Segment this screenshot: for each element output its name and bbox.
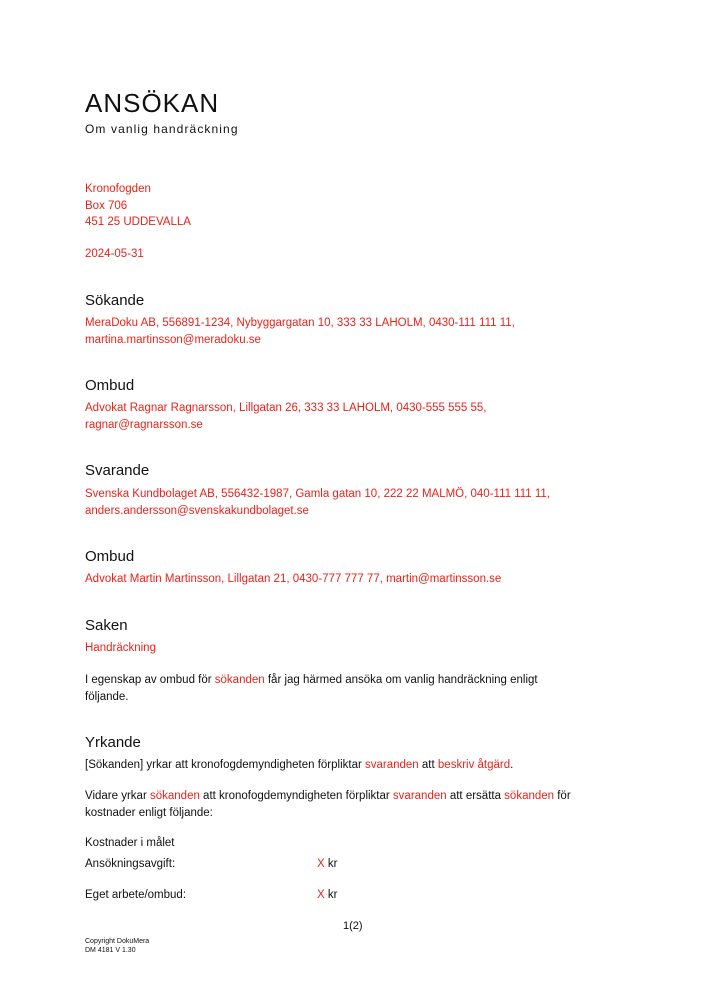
heading-ombud-1: Ombud: [85, 377, 135, 394]
ombud-1-details: [85, 400, 595, 433]
cost-label-eget-arbete: Eget arbete/ombud:: [85, 889, 187, 901]
svarande-details: [85, 486, 645, 519]
heading-ombud-2: Ombud: [85, 548, 135, 565]
yrkande-paragraph-2: [85, 788, 645, 821]
amount-placeholder: X: [317, 858, 325, 870]
action-placeholder: beskriv åtgärd: [437, 759, 511, 771]
document-subtitle: Om vanlig handräckning: [85, 122, 239, 136]
page-number: 1(2): [343, 920, 363, 932]
recipient-box: Box 706: [85, 199, 128, 212]
sokande-line-1: MeraDoku AB, 556891-1234, Nybyggargatan 10, 333 33 LAHOLM, 0430-111 111 11,: [85, 317, 515, 329]
yrkande-paragraph-1: [Sökanden] yrkar att kronofogdemyndigheten förpliktar svaranden att beskriv åtgärd.: [85, 759, 514, 771]
intro-line-2: följande.: [85, 690, 129, 703]
svaranden-placeholder: svaranden: [365, 759, 419, 771]
ombud-1-line-1: Advokat Ragnar Ragnarsson, Lillgatan 26, 333 33 LAHOLM, 0430-555 555 55,: [85, 402, 487, 414]
sokanden-placeholder: sökanden: [214, 674, 265, 686]
kostnader-heading: Kostnader i målet: [85, 837, 175, 849]
heading-sokande: Sökande: [85, 292, 145, 309]
heading-yrkande: Yrkande: [85, 734, 141, 751]
footer-version: DM 4181 V 1.30: [85, 947, 136, 954]
document-title: ANSÖKAN: [85, 88, 220, 118]
document-date: 2024-05-31: [85, 248, 144, 260]
cost-label-ansokningsavgift: Ansökningsavgift:: [85, 858, 176, 870]
intro-paragraph: [85, 672, 595, 705]
recipient-address: [85, 181, 595, 231]
svaranden-placeholder: svaranden: [392, 790, 447, 802]
ombud-1-line-2: ragnar@ragnarsson.se: [85, 418, 203, 431]
ombud-2-details: Advokat Martin Martinsson, Lillgatan 21, 0430-777 777 77, martin@martinsson.se: [85, 573, 502, 585]
amount-placeholder: X: [317, 889, 325, 901]
recipient-name: Kronofogden: [85, 183, 151, 195]
sokande-line-2: martina.martinsson@meradoku.se: [85, 333, 261, 346]
sokanden-placeholder: sökanden: [504, 790, 555, 802]
sokande-details: [85, 315, 595, 348]
cost-value-eget-arbete: X kr: [317, 889, 338, 901]
footer: [85, 937, 149, 955]
heading-saken: Saken: [85, 617, 128, 634]
recipient-postal: 451 25 UDDEVALLA: [85, 216, 191, 228]
svarande-line-2: anders.andersson@svenskakundbolaget.se: [85, 504, 309, 517]
saken-value: Handräckning: [85, 642, 156, 654]
svarande-line-1: Svenska Kundbolaget AB, 556432-1987, Gamla gatan 10, 222 22 MALMÖ, 040-111 111 11,: [85, 488, 551, 500]
footer-copyright: Copyright DokuMera: [85, 938, 150, 945]
sokanden-placeholder: sökanden: [149, 790, 200, 802]
heading-svarande: Svarande: [85, 462, 150, 479]
yrkande-p2-line-1: Vidare yrkar sökanden att kronofogdemyndigheten förpliktar svaranden att ersätta sökanden för: [85, 790, 571, 802]
yrkande-p2-line-2: kostnader enligt följande:: [85, 806, 213, 819]
cost-value-ansokningsavgift: X kr: [317, 858, 338, 870]
intro-line-1: I egenskap av ombud för sökanden får jag härmed ansöka om vanlig handräckning enligt: [85, 674, 538, 686]
